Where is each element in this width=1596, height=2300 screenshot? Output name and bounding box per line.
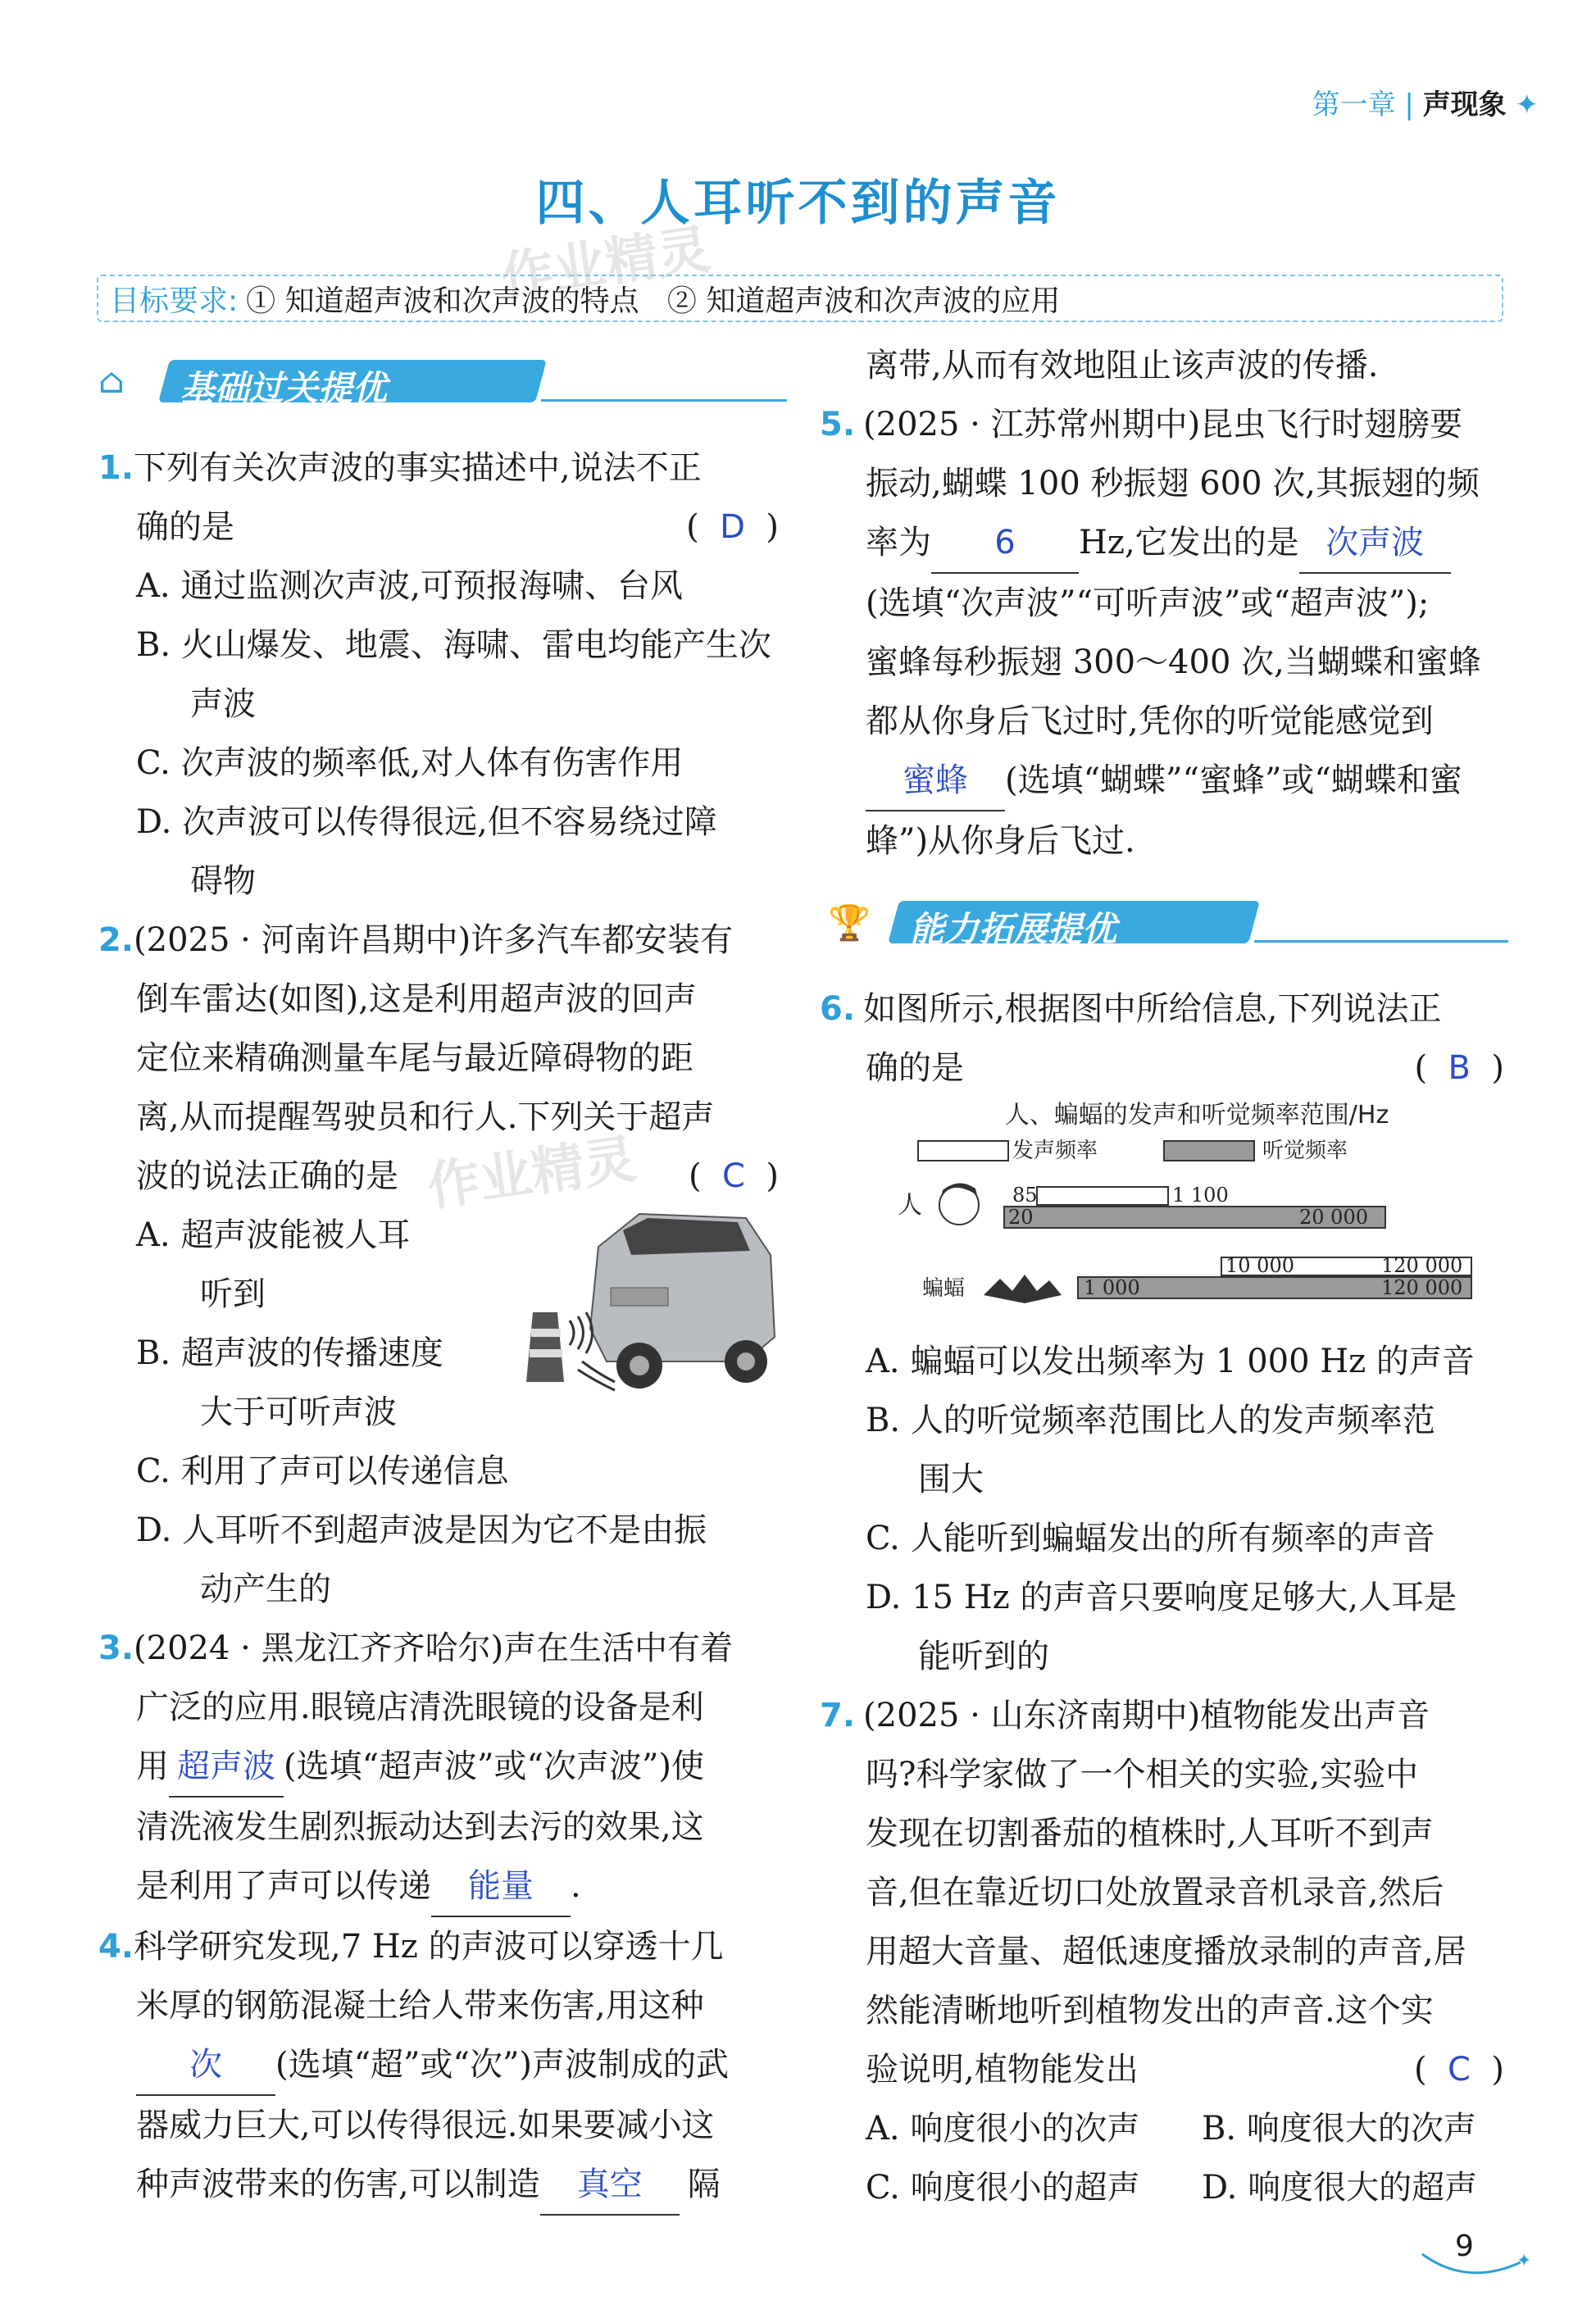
q1-line1: 1.下列有关次声波的事实描述中,说法不正 [98,449,702,487]
q5-line1: 5. (2025 · 江苏常州期中)昆虫飞行时翅膀要 [820,406,1463,443]
q7-line5: 用超大音量、超低速度播放录制的声音,居 [866,1933,1466,1970]
q1-answer: ( D ) [686,508,779,546]
q2-option-d-cont: 动产生的 [200,1570,331,1608]
trophy-icon: 🏆 [828,902,871,943]
q4-line4: 器威力巨大,可以传得很远.如果要减小这 [136,2107,715,2144]
q4-line2: 米厚的钢筋混凝土给人带来伤害,用这种 [136,1987,704,2025]
q7-options-cd [820,2158,1504,2217]
q2-option-b: B. 超声波的传播速度 [136,1334,443,1372]
q5-line7: 蜜蜂 (选填“蝴蝶”“蜜蜂”或“蝴蝶和蜜 [820,751,1504,811]
q5-blank1: 6 [931,513,1079,574]
q6-option-a: A. 蝙蝠可以发出频率为 1 000 Hz 的声音 [866,1343,1475,1380]
section-banner-advanced [828,898,1508,947]
q2-line3: 定位来精确测量车尾与最近障碍物的距 [136,1039,693,1077]
q2-options-block [98,1206,779,1442]
q3-blank1: 超声波 [169,1737,284,1798]
q3-line2: 广泛的应用.眼镜店清洗眼镜的设备是利 [136,1689,704,1726]
watermark: 作业精灵 [497,219,714,309]
legend-swatch-hear [1164,1141,1254,1161]
label-human-emit-hi: 1 100 [1172,1184,1229,1207]
house-icon: ⌂ [98,361,125,401]
q6-number: 6. [820,990,856,1028]
goal-text: ① 知道超声波和次声波的特点 ② 知道超声波和次声波的应用 [246,284,1061,318]
goal-box [97,275,1503,322]
q6-option-c: C. 人能听到蝙蝠发出的所有频率的声音 [866,1520,1435,1557]
q6-option-d-cont: 能听到的 [918,1638,1049,1675]
label-human-emit-lo: 85 [1012,1184,1038,1207]
label-bat-hear-hi: 120 000 [1381,1276,1463,1299]
q2-option-d: D. 人耳听不到超声波是因为它不是由振 [136,1511,707,1549]
q4-line5: 种声波带来的伤害,可以制造 真空 隔 [98,2155,779,2216]
q6-option-b-cont: 围大 [918,1461,984,1498]
q7-option-c: C. 响度很小的超声 [866,2169,1140,2207]
label-bat-hear-lo: 1 000 [1084,1276,1140,1299]
section-title-advanced: 能力拓展提优 [910,909,1117,949]
q7-option-b: B. 响度很大的次声 [1202,2110,1476,2148]
q5-line2: 振动,蝴蝶 100 秒振翅 600 次,其振翅的频 [866,465,1480,502]
q6-option-b: B. 人的听觉频率范围比人的发声频率范 [866,1402,1435,1439]
q7-line3: 发现在切割番茄的植株时,人耳听不到声 [866,1815,1434,1852]
q2-option-b-cont: 大于可听声波 [200,1393,397,1431]
q2-line5: 波的说法正确的是 ( C ) [98,1147,779,1206]
q2-answer: ( C ) [688,1157,779,1195]
row-label-bat: 蝙蝠 [922,1276,966,1301]
q6-line1: 6. 如图所示,根据图中所给信息,下列说法正 [820,990,1442,1028]
q1-option-d: D. 次声波可以传得很远,但不容易绕过障 [136,803,717,841]
right-column [820,336,1504,870]
section-title-basic: 基础过关提优 [180,368,388,408]
q5-line4: (选填“次声波”“可听声波”或“超声波”); [866,584,1430,622]
bar-human-emit [1037,1187,1168,1205]
header-divider: | [1404,89,1414,121]
legend-label-hear: 听觉频率 [1262,1139,1348,1163]
q7-answer: ( C ) [1413,2051,1504,2089]
label-human-hear-hi: 20 000 [1299,1206,1368,1229]
q2-option-a-cont: 听到 [200,1275,266,1313]
q4-line1: 4.科学研究发现,7 Hz 的声波可以穿透十几 [98,1928,724,1966]
q7-number: 7. [820,1697,856,1734]
q4-line3: 次 (选填“超”或“次”)声波制成的武 [98,2035,779,2096]
q5-blank2: 次声波 [1299,513,1451,574]
bat-icon [984,1275,1062,1303]
q2-number: 2. [98,921,134,959]
label-bat-emit-hi: 120 000 [1381,1254,1463,1277]
right-column-lower [820,980,1504,1098]
label-bat-emit-lo: 10 000 [1225,1254,1294,1277]
q1-line2: 确的是 ( D ) [98,498,779,557]
q2-option-c: C. 利用了声可以传递信息 [136,1452,509,1490]
q7-option-d: D. 响度很大的超声 [1202,2169,1478,2207]
page-title: 四、人耳听不到的声音 [535,175,1061,232]
left-column [98,439,779,2216]
label-human-hear-lo: 20 [1008,1206,1034,1229]
q5-number: 5. [820,406,856,443]
q3-line4: 清洗液发生剧烈振动达到去污的效果,这 [136,1808,704,1846]
q5-line6: 都从你身后飞过时,凭你的听觉能感觉到 [866,702,1434,740]
q2-line4: 离,从而提醒驾驶员和行人.下列关于超声 [136,1098,715,1136]
q5-line8: 蜂”)从你身后飞过. [866,822,1135,860]
chart-title: 人、蝙蝠的发声和听觉频率范围/Hz [1004,1101,1389,1130]
q1-option-b-cont: 声波 [190,685,256,723]
frequency-range-chart [898,1098,1492,1328]
page-number: 9 [1455,2230,1474,2263]
q5-line3: 率为 6 Hz,它发出的是 次声波 [820,513,1504,574]
q6-line2: 确的是 ( B ) [820,1039,1504,1098]
q7-line2: 吗?科学家做了一个相关的实验,实验中 [866,1756,1419,1793]
goal-label: 目标要求: [110,284,239,318]
q1-number: 1. [98,449,134,487]
q6-option-d: D. 15 Hz 的声音只要响度足够大,人耳是 [866,1579,1457,1616]
q5-blank3: 蜜蜂 [866,751,1005,811]
page-number-swoosh-icon [1418,2230,1533,2279]
chapter-label: 第一章 [1312,89,1396,121]
q6-answer: ( B ) [1414,1049,1504,1087]
q2-line1: 2.(2025 · 河南许昌期中)许多汽车都安装有 [98,921,734,959]
q2-line2: 倒车雷达(如图),这是利用超声波的回声 [136,980,697,1018]
topic-label: 声现象 [1422,89,1507,121]
section-banner-basic [98,357,787,406]
q4-line6: 离带,从而有效地阻止该声波的传播. [866,347,1379,384]
q3-number: 3. [98,1630,134,1667]
q5-line5: 蜜蜂每秒振翅 300～400 次,当蝴蝶和蜜蜂 [866,643,1481,681]
row-label-human: 人 [898,1191,922,1220]
watermark-2: 作业精灵 [423,1129,640,1219]
q1-option-d-cont: 碍物 [190,862,256,900]
q7-line4: 音,但在靠近切口处放置录音机录音,然后 [866,1874,1444,1911]
q4-blank2: 真空 [540,2155,680,2216]
q7-line7: 验说明,植物能发出 ( C ) [820,2040,1504,2099]
q3-line1: 3.(2024 · 黑龙江齐齐哈尔)声在生活中有着 [98,1630,734,1667]
legend-swatch-emit [918,1141,1008,1161]
q2-option-a: A. 超声波能被人耳 [136,1216,411,1254]
q3-line5: 是利用了声可以传递 能量 . [98,1857,779,1917]
page-header [1312,82,1539,122]
q4-number: 4. [98,1928,134,1966]
q6-options [820,1332,1504,2217]
car-reversing-radar-image [500,1198,779,1402]
svg-text:✦: ✦ [1516,2251,1532,2271]
q4-blank1: 次 [136,2035,275,2096]
q1-option-a: A. 通过监测次声波,可预报海啸、台风 [136,567,684,605]
q1-option-c: C. 次声波的频率低,对人体有伤害作用 [136,744,684,782]
q7-options-ab [820,2099,1504,2158]
q7-line1: 7. (2025 · 山东济南期中)植物能发出声音 [820,1697,1430,1734]
legend-label-emit: 发声频率 [1012,1139,1098,1163]
q3-line3: 用 超声波 (选填“超声波”或“次声波”)使 [98,1737,779,1798]
sparkle-icon: ✦ [1515,89,1539,121]
q7-option-a: A. 响度很小的次声 [866,2110,1140,2148]
q7-line6: 然能清晰地听到植物发出的声音.这个实 [866,1992,1434,2030]
q1-option-b: B. 火山爆发、地震、海啸、雷电均能产生次 [136,626,771,664]
q3-blank2: 能量 [431,1857,571,1917]
